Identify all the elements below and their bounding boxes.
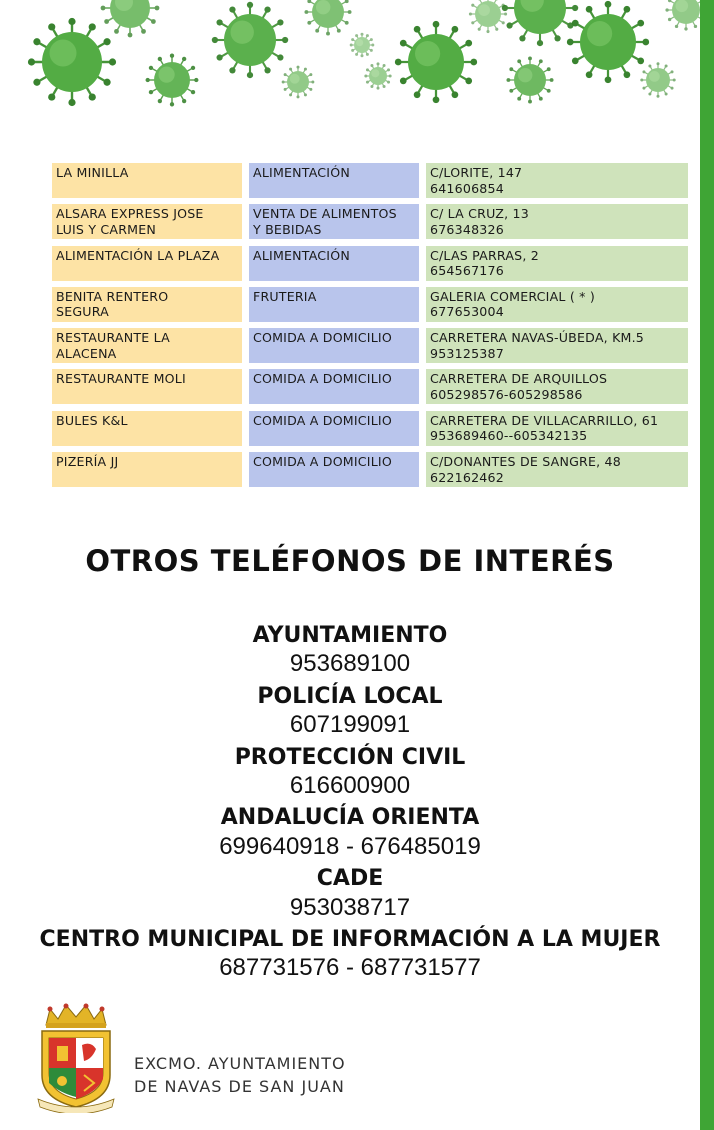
coat-of-arms-icon xyxy=(36,1003,116,1113)
business-contact xyxy=(426,452,688,487)
business-address: C/LAS PARRAS, 2 xyxy=(430,247,539,263)
contact-phone: 953689100 xyxy=(289,650,411,678)
contact-phone: 699640918 - 676485019 xyxy=(219,832,481,860)
footer-organization xyxy=(134,1052,364,1098)
directory-row xyxy=(52,411,692,452)
contact-name: AYUNTAMIENTO xyxy=(252,623,448,648)
business-directory xyxy=(52,163,692,493)
business-category: FRUTERIA xyxy=(249,287,419,322)
business-name: ALIMENTACIÓN LA PLAZA xyxy=(52,246,242,281)
business-phone: 677653004 xyxy=(430,304,504,320)
virus-icon xyxy=(146,54,199,107)
contact-phone: 607199091 xyxy=(289,711,411,739)
business-name: RESTAURANTE MOLI xyxy=(52,369,242,404)
business-category: VENTA DE ALIMENTOS Y BEBIDAS xyxy=(249,204,419,239)
virus-icon xyxy=(212,2,288,78)
business-phone: 641606854 xyxy=(430,180,504,196)
contact-name: PROTECCIÓN CIVIL xyxy=(234,744,466,770)
business-contact xyxy=(426,287,688,322)
business-name: RESTAURANTE LA ALACENA xyxy=(52,328,242,363)
business-phone: 622162462 xyxy=(430,469,504,485)
right-border-bar xyxy=(700,0,714,1130)
business-address: GALERIA COMERCIAL ( * ) xyxy=(430,288,595,304)
business-contact xyxy=(426,411,688,446)
business-contact xyxy=(426,369,688,404)
business-phone: 605298576-605298586 xyxy=(430,386,583,402)
business-name: ALSARA EXPRESS JOSE LUIS Y CARMEN xyxy=(52,204,242,239)
business-address: C/DONANTES DE SANGRE, 48 xyxy=(430,454,621,470)
business-name: PIZERÍA JJ xyxy=(52,452,242,487)
virus-banner xyxy=(0,0,700,125)
footer-line: DE NAVAS DE SAN JUAN xyxy=(134,1077,345,1096)
virus-icon xyxy=(101,0,160,37)
business-category: COMIDA A DOMICILIO xyxy=(249,411,419,446)
directory-row xyxy=(52,369,692,410)
business-contact xyxy=(426,246,688,281)
business-address: CARRETERA DE VILLACARRILLO, 61 xyxy=(430,412,659,428)
business-category: COMIDA A DOMICILIO xyxy=(249,452,419,487)
virus-icon xyxy=(506,56,553,103)
virus-icon xyxy=(350,33,375,58)
business-name: BENITA RENTERO SEGURA xyxy=(52,287,242,322)
virus-icon xyxy=(364,62,391,89)
business-address: C/ LA CRUZ, 13 xyxy=(430,206,529,222)
business-address: CARRETERA NAVAS-ÚBEDA, KM.5 xyxy=(430,330,645,346)
virus-icon xyxy=(469,0,507,33)
contact-name: CADE xyxy=(316,866,384,892)
virus-icon xyxy=(665,0,700,31)
business-address: CARRETERA DE ARQUILLOS xyxy=(430,371,608,387)
business-category: ALIMENTACIÓN xyxy=(249,163,419,198)
business-phone: 676348326 xyxy=(430,221,504,237)
business-phone: 953125387 xyxy=(430,345,504,361)
virus-icon xyxy=(282,66,315,99)
contact-name: CENTRO MUNICIPAL DE INFORMACIÓN A LA MUJER xyxy=(39,926,661,952)
business-phone: 953689460--605342135 xyxy=(430,428,588,444)
virus-icon xyxy=(304,0,351,36)
virus-icon xyxy=(502,0,578,46)
business-contact xyxy=(426,204,688,239)
other-phones-list xyxy=(0,619,700,984)
business-contact xyxy=(426,163,688,198)
business-name: BULES K&L xyxy=(52,411,242,446)
section-title: OTROS TELÉFONOS DE INTERÉS xyxy=(85,544,615,578)
virus-icon xyxy=(28,18,116,106)
contact-phone: 953038717 xyxy=(289,893,411,921)
contact-phone: 616600900 xyxy=(289,771,411,799)
virus-icon xyxy=(640,62,675,97)
contact-phone: 687731576 - 687731577 xyxy=(219,954,481,982)
contact-name: ANDALUCÍA ORIENTA xyxy=(220,805,480,831)
footer-line: EXCMO. AYUNTAMIENTO xyxy=(134,1054,346,1073)
directory-row xyxy=(52,163,692,204)
business-name: LA MINILLA xyxy=(52,163,242,198)
business-phone: 654567176 xyxy=(430,263,504,279)
directory-row xyxy=(52,452,692,493)
directory-row xyxy=(52,204,692,245)
business-contact xyxy=(426,328,688,363)
directory-row xyxy=(52,287,692,328)
virus-icon xyxy=(567,1,649,83)
contact-name: POLICÍA LOCAL xyxy=(257,683,443,709)
business-category: COMIDA A DOMICILIO xyxy=(249,328,419,363)
business-category: ALIMENTACIÓN xyxy=(249,246,419,281)
directory-row xyxy=(52,246,692,287)
business-address: C/LORITE, 147 xyxy=(430,165,523,180)
business-category: COMIDA A DOMICILIO xyxy=(249,369,419,404)
directory-row xyxy=(52,328,692,369)
virus-icon xyxy=(395,21,477,103)
